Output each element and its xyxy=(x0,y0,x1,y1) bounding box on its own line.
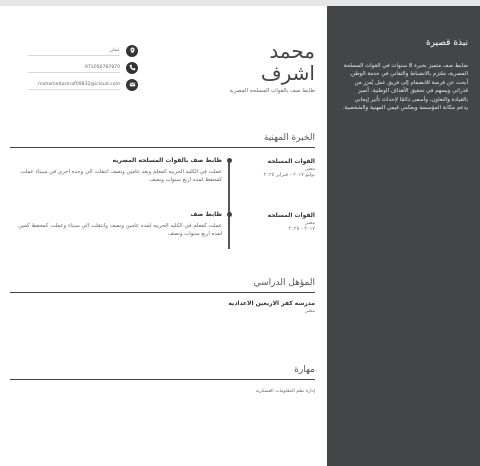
job-meta-1 xyxy=(227,158,315,178)
skills-divider xyxy=(10,379,315,380)
school-location: مصر xyxy=(305,308,315,314)
email-text[interactable]: mohamedashraf09832@icloud.com xyxy=(28,80,120,90)
name-line-1: محمد xyxy=(269,39,315,63)
job-date: ٢٠١٧ - ٢٠٢٥ xyxy=(288,226,315,232)
education-title: المؤهل الدراسي xyxy=(253,278,315,288)
name-line-2: اشرف xyxy=(260,61,315,85)
resume-page xyxy=(0,6,480,466)
school-name: مدرسه كفر الاربعين الاعداديه xyxy=(228,300,315,307)
summary-text: ضابط صف متميز بخبرة 8 سنوات في القوات المسلحة المصرية، ملتزم بالانضباط والتفاني في خدمة الوطن. أبحث عن فرصة للانضمام إلى فريق عمل يُعزز من قدراتي ويسهم في تحقيق الأهداف الوطنية. أتميز بالقيادة والتعاون، وأسعى دائمًا لإحداث تأثير إيجابي يدعم مكانة المؤسسة ويعكس قيمي المهنية والشخصية. xyxy=(342,63,468,112)
job-detail-2 xyxy=(12,211,222,238)
location-text: عمان xyxy=(28,46,120,56)
experience-divider xyxy=(10,147,315,148)
skill-item: إدارة نظم المعلومات العسكرية xyxy=(255,389,315,394)
contact-email xyxy=(28,76,138,93)
job-meta-2 xyxy=(227,212,315,232)
job-location: مصر xyxy=(305,166,315,172)
contact-location xyxy=(28,42,138,59)
main-column xyxy=(0,6,327,466)
job-title: ظابط صف بالقوات المسلحه المصريه xyxy=(112,157,222,164)
experience-title: الخبرة المهنية xyxy=(263,133,315,143)
phone-icon xyxy=(126,62,138,74)
job-date: يوليو ٢٠١٧ - فبراير ٢٠٢٥ xyxy=(263,172,315,178)
email-icon xyxy=(126,79,138,91)
job-org: القوات المسلحه xyxy=(267,158,315,165)
person-name xyxy=(261,40,315,84)
job-location: مصر xyxy=(305,220,315,226)
location-icon xyxy=(126,45,138,57)
job-description: عملت كمعلم في الكليه الحربيه لمده عامين ونصف وانتقلت الي سيناء وعملت كمحفظ كمين لمده اربع سنوات ونصف xyxy=(18,223,222,237)
job-org: القوات المسلحه xyxy=(267,212,315,219)
job-title: ظابط صف xyxy=(190,211,222,218)
phone-text: 971056787870 xyxy=(28,63,120,73)
job-subtitle: ظابط صف بالقوات المسلحه المصريه xyxy=(229,88,315,94)
education-entry xyxy=(215,300,315,314)
job-detail-1 xyxy=(12,157,222,184)
contact-phone xyxy=(28,59,138,76)
education-divider xyxy=(10,292,315,293)
job-description: عملت في الكليه الحربيه كمعلم وبعد عامين ونصف انتقلت الي وحده اخري في سيناء عملت كمحفظ لمده اربع سنوات ونصف xyxy=(20,169,222,183)
sidebar xyxy=(327,6,480,466)
skills-title: مهارة xyxy=(294,365,315,375)
summary-title: نبذة قصيرة xyxy=(425,38,468,48)
contact-list xyxy=(28,42,138,93)
